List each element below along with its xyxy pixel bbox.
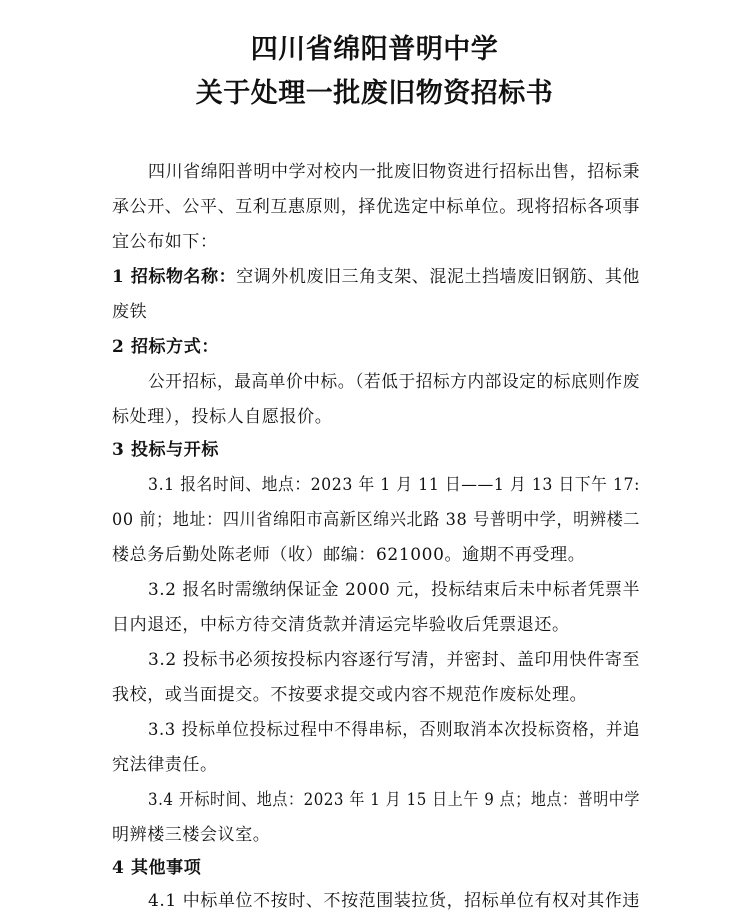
section1-heading: 1 招标物名称： [112, 267, 237, 287]
section3-item3-line1: 3.2 投标书必须按投标内容逐行写清，并密封、盖印用快件寄至 [148, 650, 641, 670]
section3-item5-line1: 3.4 开标时间、地点：2023 年 1 月 15 日上午 9 点；地点：普明中学 [148, 790, 640, 810]
section3-item5-line2: 明辨楼三楼会议室。 [112, 825, 271, 845]
section2-heading: 2 招标方式： [112, 337, 219, 357]
intro-line-1: 四川省绵阳普明中学对校内一批废旧物资进行招标出售，招标秉 [148, 162, 641, 182]
section3-item1-line3: 楼总务后勤处陈老师（收）邮编：621000。逾期不再受理。 [112, 545, 586, 565]
section3-item4-line1: 3.3 投标单位投标过程中不得串标，否则取消本次投标资格，并追 [148, 720, 640, 740]
section2-line-2: 标处理），投标人自愿报价。 [112, 407, 333, 427]
document-title-line1: 四川省绵阳普明中学 [250, 34, 499, 65]
section3-item1-line2: 00 前；地址：四川省绵阳市高新区绵兴北路 38 号普明中学，明辨楼二 [112, 510, 640, 530]
section3-item1-line1: 3.1 报名时间、地点：2023 年 1 月 11 日——1 月 13 日下午 17: [148, 475, 640, 495]
section3-item2-line2: 日内退还，中标方待交清货款并清运完毕验收后凭票退还。 [112, 615, 570, 635]
section1-text: 空调外机废旧三角支架、混泥土挡墙废旧钢筋、其他 [236, 267, 640, 287]
section2-line-1: 公开招标，最高单价中标。（若低于招标方内部设定的标底则作废 [148, 372, 641, 392]
section1-text-line2: 废铁 [112, 302, 148, 322]
document-title-line2: 关于处理一批废旧物资招标书 [195, 78, 554, 109]
section4-item1-line1: 4.1 中标单位不按时、不按范围装拉货，招标单位有权对其作违 [148, 891, 641, 911]
intro-line-3: 宜公布如下： [112, 232, 218, 252]
section3-heading: 3 投标与开标 [112, 440, 219, 460]
section3-item2-line1: 3.2 报名时需缴纳保证金 2000 元，投标结束后未中标者凭票半 [148, 580, 640, 600]
section1-line [112, 265, 640, 289]
section3-item3-line2: 我校，或当面提交。不按要求提交或内容不规范作废标处理。 [112, 685, 588, 705]
intro-line-2: 承公开、公平、互利互惠原则，择优选定中标单位。现将招标各项事 [112, 197, 640, 217]
section3-item4-line2: 究法律责任。 [112, 755, 218, 775]
section4-heading: 4 其他事项 [112, 858, 202, 878]
